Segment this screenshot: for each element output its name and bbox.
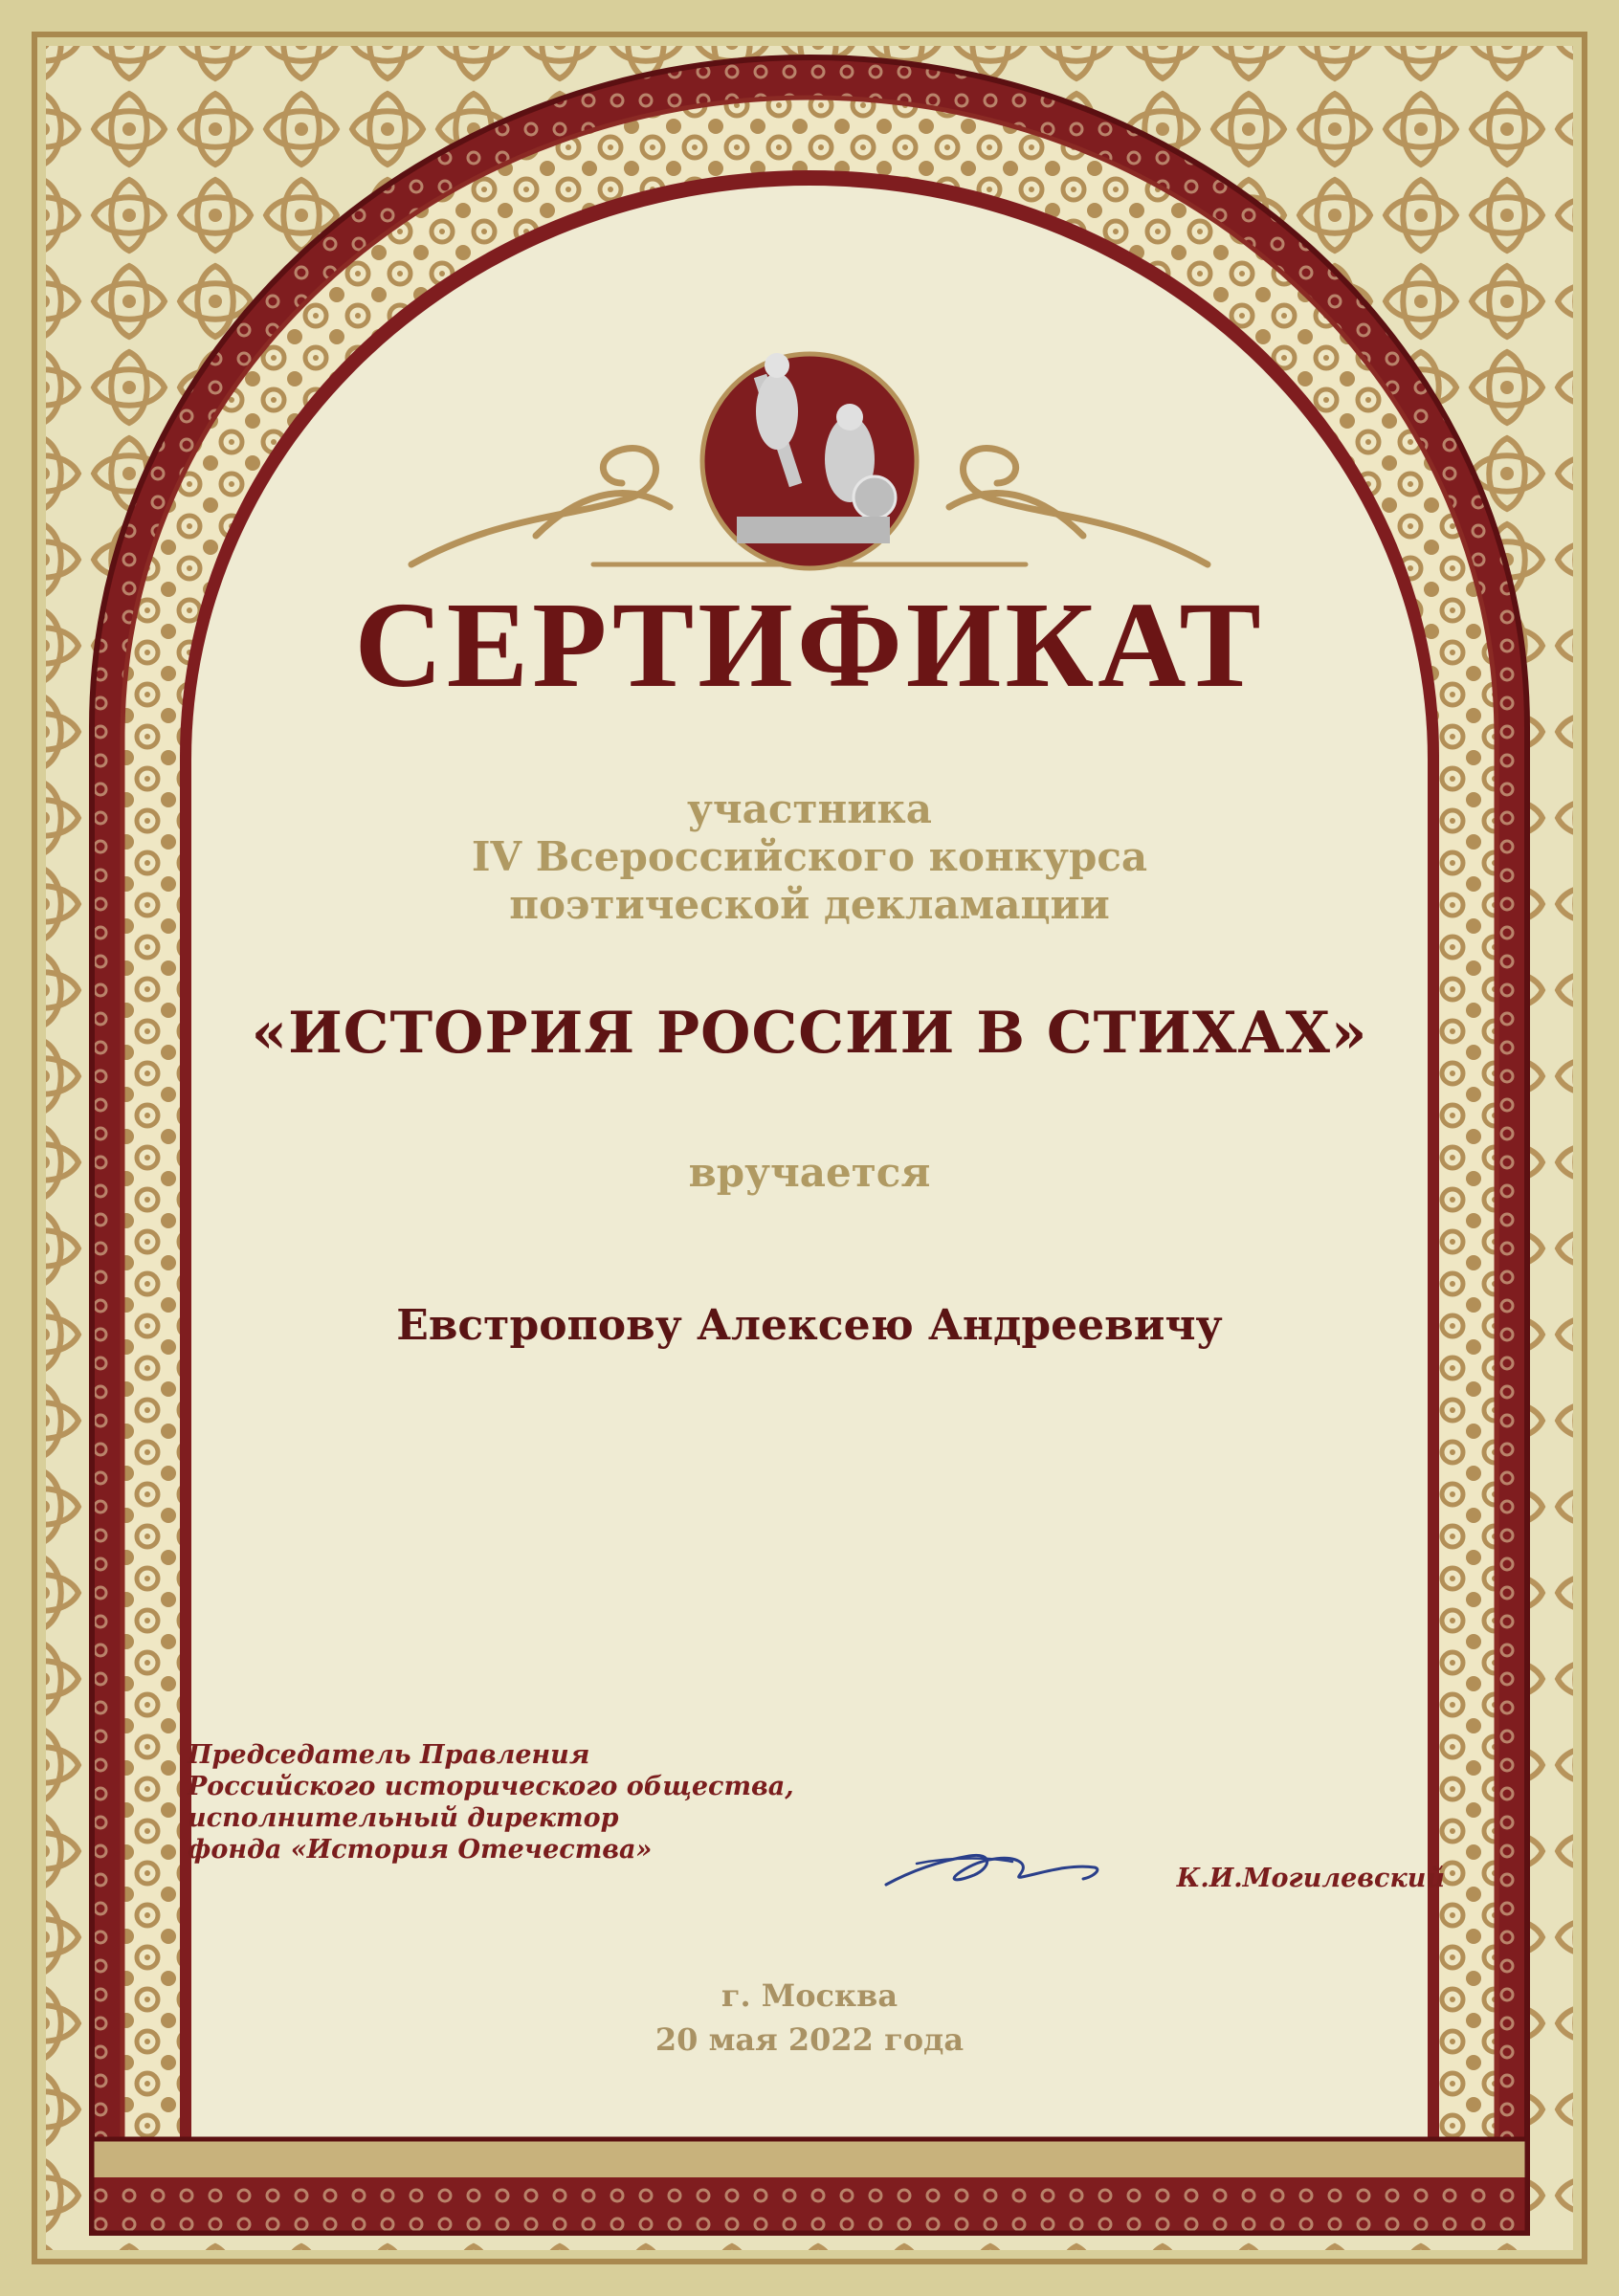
minin-pozharsky-emblem-icon <box>702 353 917 568</box>
subtitle-line-3: поэтической декламации <box>509 881 1110 928</box>
city: г. Москва <box>721 1977 898 2014</box>
subtitle-line-2: IV Всероссийского конкурса <box>471 833 1148 880</box>
signatory-position <box>188 1739 876 1866</box>
contest-name: «ИСТОРИЯ РОССИИ В СТИХАХ» <box>251 1000 1368 1067</box>
signatory-position-line: Российского исторического общества, <box>188 1772 794 1801</box>
signatory-position-line: Председатель Правления <box>188 1740 590 1770</box>
certificate-title: СЕРТИФИКАТ <box>354 577 1265 713</box>
date: 20 мая 2022 года <box>654 2021 965 2058</box>
recipient-name: Евстропову Алексею Андреевичу <box>396 1301 1223 1350</box>
awarded-text: вручается <box>688 1149 931 1196</box>
handwritten-signature-icon <box>878 1835 1108 1902</box>
signatory-position-line: исполнительный директор <box>188 1803 619 1833</box>
signatory-name: К.И.Могилевский <box>1176 1864 1445 1893</box>
subtitle-line-1: участника <box>687 785 932 832</box>
signatory-position-line: фонда «История Отечества» <box>188 1835 653 1865</box>
